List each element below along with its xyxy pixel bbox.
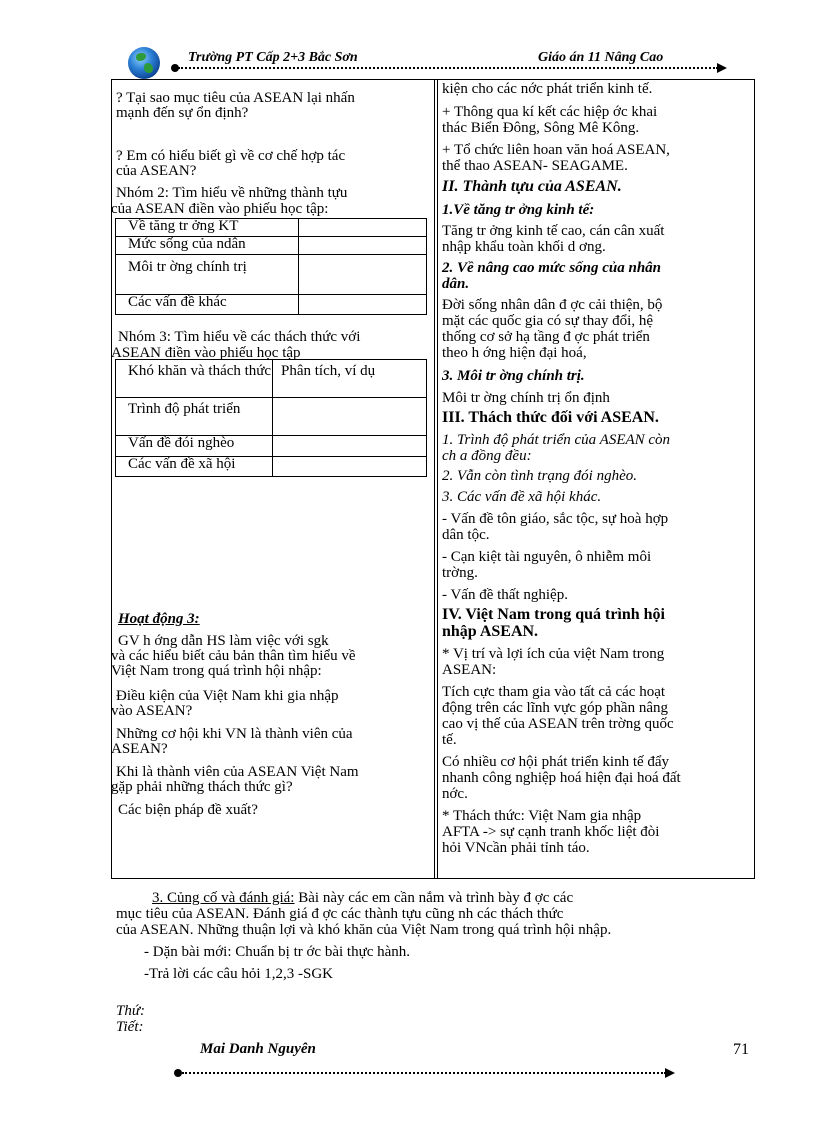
right-line: theo h ớng hiện đại hoá, (442, 345, 587, 361)
table-cell: Về tăng tr ởng KT (116, 219, 299, 237)
footer-dotted-line (182, 1072, 666, 1074)
right-line: ch a đồng đều: (442, 448, 532, 464)
left-group3-line1: Nhóm 3: Tìm hiểu về các thách thức với (118, 329, 361, 345)
table-cell: Vấn đề đói nghèo (116, 436, 273, 457)
table-cell-empty (273, 457, 427, 477)
right-line: dân tộc. (442, 527, 490, 543)
table-cell-empty (299, 237, 427, 255)
right-line: - Cạn kiệt tài nguyên, ô nhiễm môi (442, 549, 652, 565)
achievements-table (115, 218, 427, 315)
right-line: động trên các lĩnh vực góp phần nâng (442, 700, 668, 716)
right-line: Môi tr ờng chính trị ổn định (442, 390, 610, 406)
right-line: mặt các quốc gia có sự thay đổi, hệ (442, 313, 653, 329)
left-q2-line1: ? Em có hiểu biết gì về cơ chế hợp tác (116, 148, 346, 164)
page-number: 71 (733, 1041, 749, 1058)
right-line: 3. Các vấn đề xã hội khác. (442, 489, 602, 505)
column-divider (434, 79, 435, 879)
homework-line-1: - Dặn bài mới: Chuẩn bị tr ớc bài thực hành. (144, 944, 411, 960)
activity-line: vào ASEAN? (111, 703, 193, 719)
left-group2-line2: của ASEAN điền vào phiếu học tập: (111, 201, 329, 217)
table-header-cell: Phân tích, ví dụ (273, 360, 427, 398)
table-cell-empty (299, 255, 427, 295)
right-line: ASEAN: (442, 662, 497, 678)
table-cell-empty (299, 219, 427, 237)
right-line: hỏi VNcần phải tỉnh táo. (442, 840, 590, 856)
activity-line: gặp phải những thách thức gì? (111, 779, 293, 795)
right-line: 1. Trình độ phát triển của ASEAN còn (442, 432, 671, 448)
right-line: trờng. (442, 565, 478, 581)
header-dotted-line (178, 67, 718, 69)
challenges-table (115, 359, 427, 477)
activity-line: Những cơ hội khi VN là thành viên của (116, 726, 353, 742)
section-ii-1-heading: 1.Về tăng tr ởng kinh tế: (442, 202, 595, 218)
footer-author: Mai Danh Nguyên (200, 1041, 316, 1057)
thu-label: Thứ: (116, 1003, 146, 1019)
activity-line: Khi là thành viên của ASEAN Việt Nam (116, 764, 359, 780)
right-line: * Vị trí và lợi ích của việt Nam trong (442, 646, 665, 662)
section-iv-heading-2: nhập ASEAN. (442, 623, 539, 640)
table-cell-empty (273, 398, 427, 436)
table-cell: Môi tr ờng chính trị (116, 255, 299, 295)
section-iv-heading: IV. Việt Nam trong quá trình hội (442, 606, 665, 623)
section-iii-heading: III. Thách thức đối với ASEAN. (442, 409, 659, 426)
activity-line: GV h ớng dẫn HS làm việc với sgk (118, 633, 329, 649)
right-line: 2. Vẫn còn tình trạng đói nghèo. (442, 468, 637, 484)
left-q2-line2: của ASEAN? (116, 163, 197, 179)
table-cell: Các vấn đề xã hội (116, 457, 273, 477)
summary-label: 3. Củng cố và đánh giá: (152, 890, 295, 906)
left-group3-line2: ASEAN điền vào phiếu học tập (111, 345, 301, 361)
summary-line-2: mục tiêu của ASEAN. Đánh giá đ ợc các thành tựu cũng nh các thách thức (116, 906, 564, 922)
globe-logo (128, 47, 160, 79)
right-line: cao vị thế của ASEAN trên trờng quốc (442, 716, 674, 732)
right-line: - Vấn đề thất nghiệp. (442, 587, 568, 603)
summary-line-1: 3. Củng cố và đánh giá: Bài này các em cần nắm và trình bày đ ợc các (152, 890, 574, 906)
right-line: nhập khẩu toàn khối d ơng. (442, 239, 606, 255)
left-q1-line1: ? Tại sao mục tiêu của ASEAN lại nhấn (116, 90, 355, 106)
table-cell: Các vấn đề khác (116, 295, 299, 315)
homework-line-2: -Trả lời các câu hỏi 1,2,3 -SGK (144, 966, 334, 982)
section-ii-2-heading: 2. Về nâng cao mức sống của nhân (442, 260, 662, 276)
activity-line: Việt Nam trong quá trình hội nhập: (111, 663, 322, 679)
header-school: Trường PT Cấp 2+3 Bắc Sơn (188, 50, 358, 65)
table-cell: Trình độ phát triển (116, 398, 273, 436)
right-line: Tăng tr ởng kinh tế cao, cán cân xuất (442, 223, 665, 239)
table-cell-empty (273, 436, 427, 457)
table-cell-empty (299, 295, 427, 315)
right-line: + Tổ chức liên hoan văn hoá ASEAN, (442, 142, 670, 158)
right-line: Đời sống nhân dân đ ợc cải thiện, bộ (442, 297, 663, 313)
activity-line: và các hiểu biết cảu bản thân tìm hiểu về (111, 648, 356, 664)
table-cell: Mức sống của ndân (116, 237, 299, 255)
section-ii-heading: II. Thành tựu của ASEAN. (442, 178, 622, 195)
table-header-cell: Khó khăn và thách thức (116, 360, 273, 398)
right-line: thống cơ sở hạ tầng đ ợc phát triển (442, 329, 650, 345)
left-group2-line1: Nhóm 2: Tìm hiểu về những thành tựu (116, 185, 348, 201)
activity-3-heading: Hoạt động 3: (118, 611, 200, 627)
right-line: - Vấn đề tôn giáo, sắc tộc, sự hoà hợp (442, 511, 669, 527)
header-subject: Giáo án 11 Nâng Cao (538, 50, 664, 65)
right-line: * Thách thức: Việt Nam gia nhập (442, 808, 642, 824)
activity-line: Các biện pháp đề xuất? (118, 802, 258, 818)
footer-arrow (665, 1068, 675, 1078)
right-line: nớc. (442, 786, 468, 802)
section-ii-2-heading-2: dân. (442, 276, 470, 292)
footer-dot (174, 1069, 182, 1077)
section-ii-3-heading: 3. Môi tr ờng chính trị. (442, 368, 585, 384)
right-line: AFTA -> sự cạnh tranh khốc liệt đòi (442, 824, 660, 840)
right-line: Tích cực tham gia vào tất cả các hoạt (442, 684, 666, 700)
summary-line-3: của ASEAN. Những thuận lợi và khó khăn của Việt Nam trong quá trình hội nhập. (116, 922, 612, 938)
header-arrow (717, 63, 727, 73)
tiet-label: Tiết: (116, 1019, 144, 1035)
activity-line: ASEAN? (111, 741, 168, 757)
right-line: + Thông qua kí kết các hiệp ớc khai (442, 104, 658, 120)
column-divider-2 (437, 79, 438, 879)
right-line: thác Biển Đông, Sông Mê Kông. (442, 120, 640, 136)
right-line: Có nhiều cơ hội phát triển kinh tế đẩy (442, 754, 670, 770)
activity-line: Điều kiện của Việt Nam khi gia nhập (116, 688, 339, 704)
right-line: nhanh công nghiệp hoá hiện đại hoá đất (442, 770, 681, 786)
left-q1-line2: mạnh đến sự ổn định? (116, 105, 249, 121)
right-line: tế. (442, 732, 457, 748)
right-line: thể thao ASEAN- SEAGAME. (442, 158, 628, 174)
right-line: kiện cho các nớc phát triển kinh tế. (442, 81, 653, 97)
